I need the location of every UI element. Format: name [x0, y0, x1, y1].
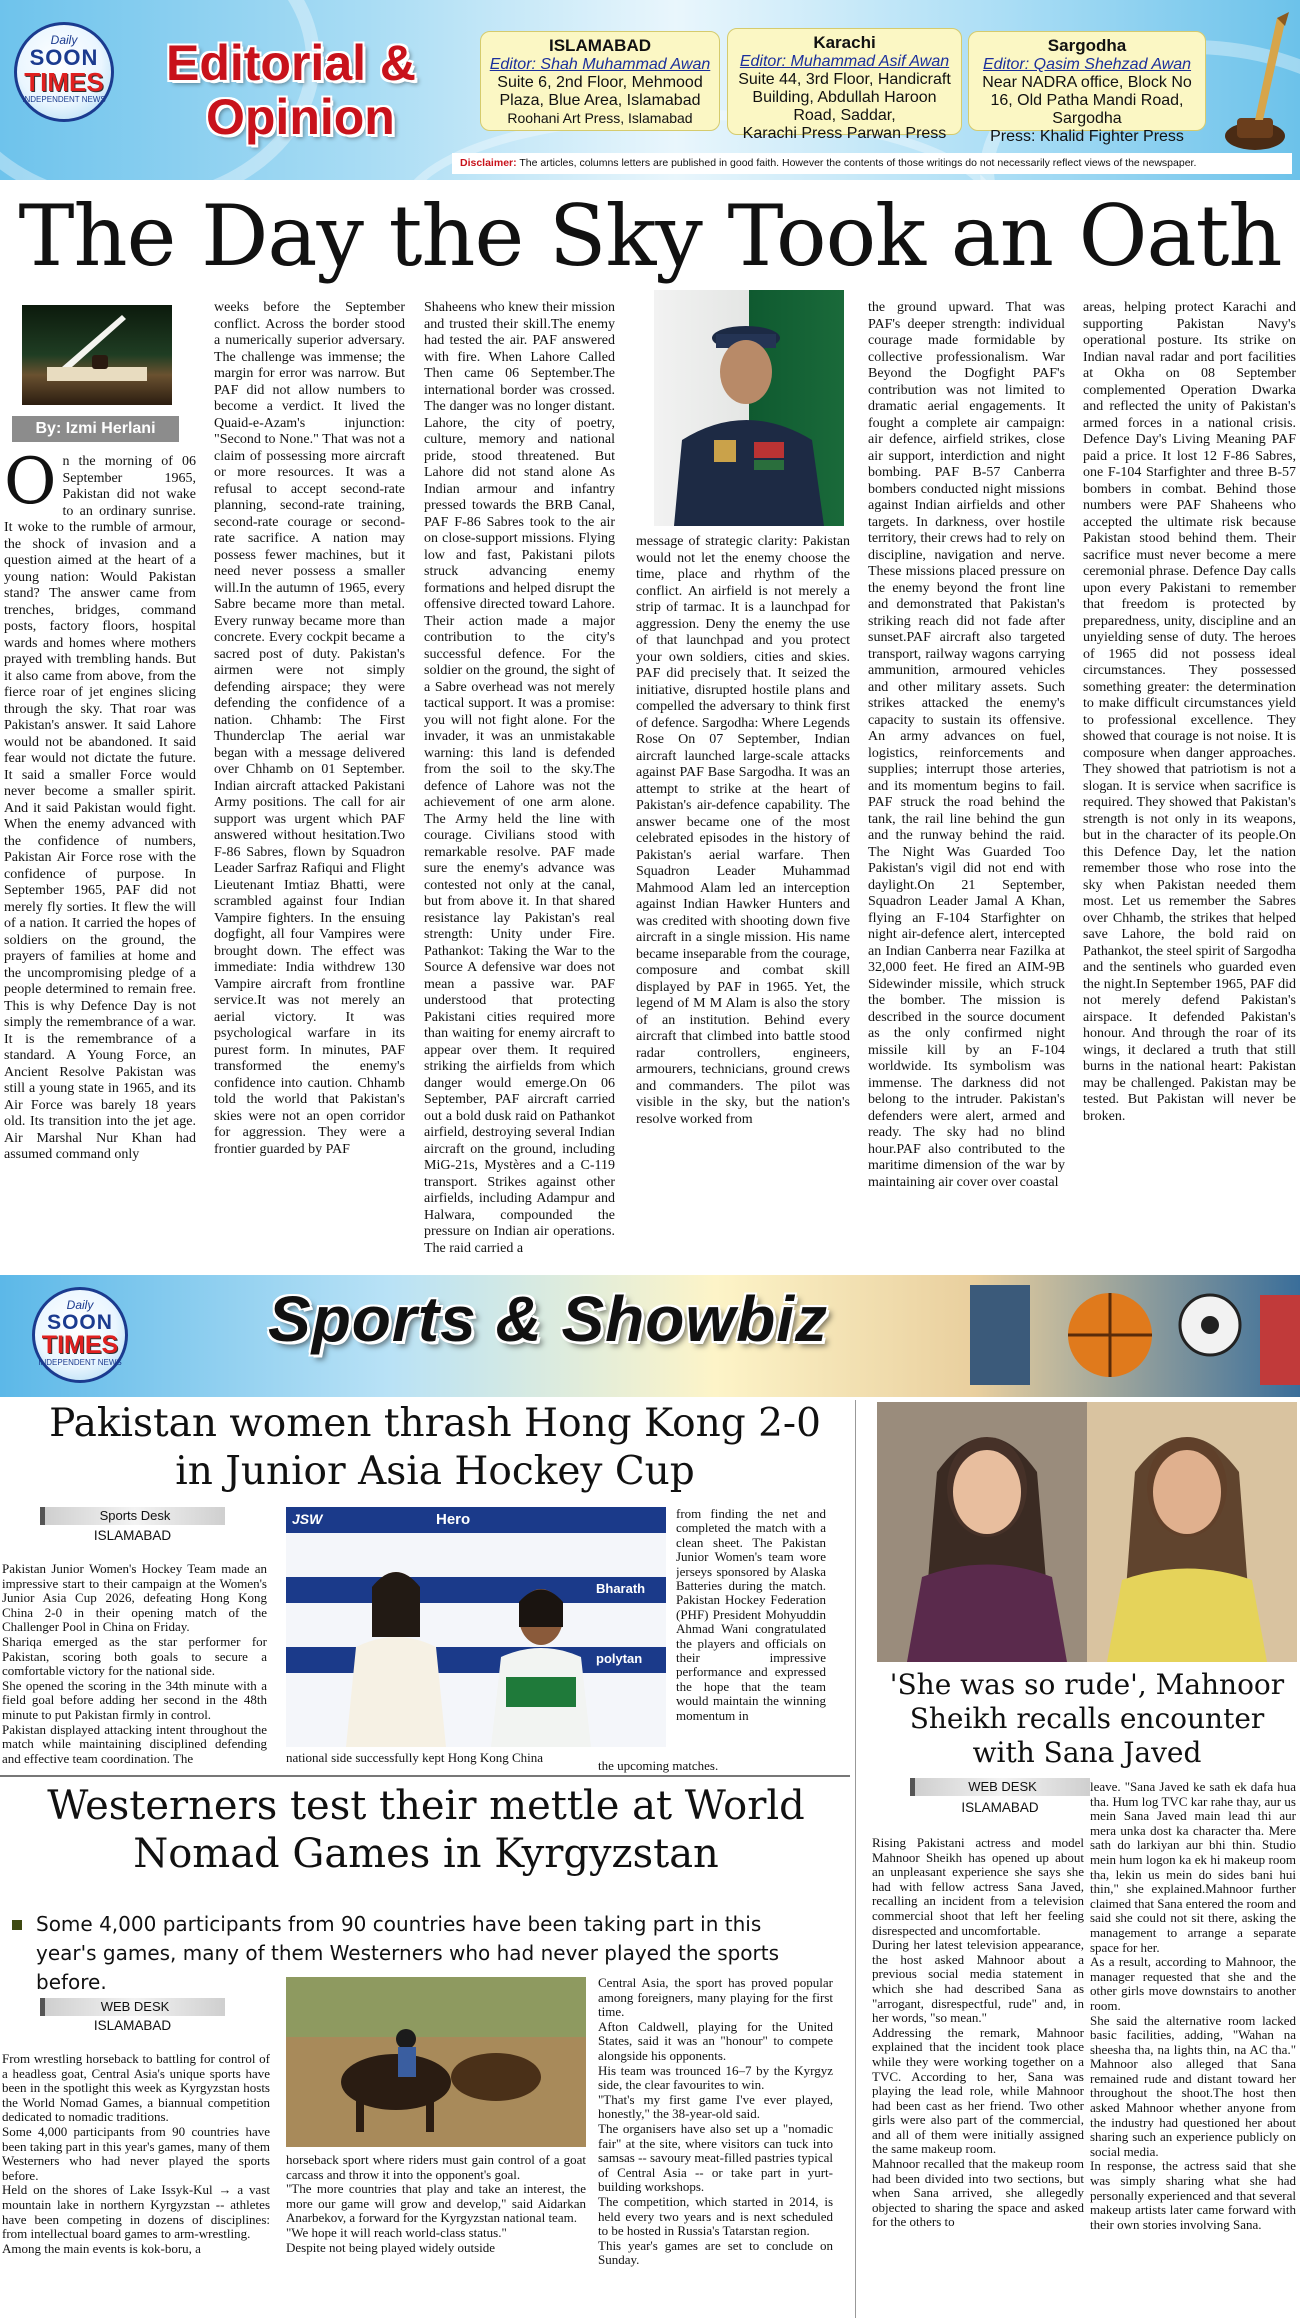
nomad-column-1 — [2, 2052, 270, 2318]
office-address: Near NADRA office, Block No 16, Old Patha Mandi Road, Sargodha — [982, 74, 1192, 127]
logo-tagline: INDEPENDENT NEWS — [22, 95, 106, 104]
office-editor[interactable]: Editor: Qasim Shehzad Awan — [982, 56, 1192, 73]
editorial-headline[interactable]: The Day the Sky Took an Oath — [18, 187, 1282, 285]
paragraph: His team was trounced 16–7 by the Kyrgyz side, the clear favourites to win. — [598, 2062, 833, 2093]
disclaimer-text: The articles, columns letters are published in good faith. However the contents of those writings do not necessarily reflect views of the newspaper. — [519, 157, 1197, 169]
paragraph: Among the main events is kok-boru, a — [2, 2240, 201, 2256]
actresses-photo — [877, 1402, 1297, 1662]
office-editor[interactable]: Editor: Shah Muhammad Awan — [489, 56, 711, 73]
desk-label: WEB DESK — [910, 1778, 1090, 1796]
office-press: Roohani Art Press, Islamabad — [507, 109, 693, 126]
sports-section-title: Sports & Showbiz — [268, 1283, 828, 1355]
section-title: Editorial & — [166, 35, 417, 91]
office-editor[interactable]: Editor: Muhammad Asif Awan — [739, 53, 950, 70]
paragraph: Despite not being played widely outside — [286, 2239, 496, 2255]
dateline: ISLAMABAD — [93, 2018, 172, 2033]
logo-tagline: INDEPENDENT NEWS — [38, 1358, 122, 1367]
nomad-standfirst: Some 4,000 participants from 90 countries have been taking part in this year's games, many of them Westerners who had never played the sports before. — [36, 1912, 780, 1994]
paragraph: In response, the actress said that she was simply sharing what she had personally experienced and that several makeup artists later came forward with their own stories involving Sana. — [1090, 2158, 1296, 2232]
mahnoor-column-1 — [872, 1836, 1084, 2318]
author-photo — [22, 305, 172, 405]
logo-soon: SOON — [47, 1311, 113, 1334]
office-press: Press: Khalid Fighter Press — [990, 127, 1184, 145]
air-chief-portrait — [654, 290, 844, 526]
paragraph: Central Asia, the sport has proved popular among foreigners, many playing for the first time. — [598, 1976, 833, 2020]
desk-label: Sports Desk — [40, 1507, 225, 1525]
paragraph: leave. "Sana Javed ke sath ek dafa hua tha. Hum log TVC kar rahe thay, aur us mein Sana Javed main lead thi aur mera unka dost ka character tha. Mere sath do larkiyan aur bhi thin. Studio mein hum logon ka ek hi makeup room tha, lekin us mein do sides bani hui thin," she explained.Mahnoor further claimed that Sana entered the room and said she could not sit there, asking the management to arrange a separate space for her. — [1090, 1780, 1296, 1955]
office-box-sargodha — [968, 31, 1206, 145]
office-box-islamabad — [480, 31, 720, 131]
hockey-caption-left: national side successfully kept Hong Kong China — [286, 1751, 544, 1765]
dateline: ISLAMABAD — [93, 1528, 172, 1543]
newspaper-logo-sports[interactable] — [32, 1287, 128, 1383]
paragraph: Shariqa emerged as the star performer for Pakistan, scoring both goals to secure a comfortable victory for the national side. — [2, 1633, 267, 1679]
hockey-headline[interactable]: Pakistan women thrash Hong Kong 2-0 in Junior Asia Hockey Cup — [49, 1401, 821, 1494]
office-city: ISLAMABAD — [549, 36, 651, 55]
kok-boru-photo — [286, 1977, 586, 2147]
masthead — [0, 0, 1300, 180]
paragraph: The competition, which started in 2014, is held every two years and is next scheduled to be hosted in Russia's Tatarstan region. — [598, 2193, 833, 2239]
logo-daily: Daily — [50, 33, 78, 47]
banner-text-jsw: JSW — [292, 1511, 323, 1527]
nomad-column-2 — [286, 2153, 586, 2318]
paragraph: Pakistan displayed attacking intent throughout the match while maintaining disciplined defending and effective team coordination. The — [2, 1721, 267, 1766]
office-address: Suite 6, 2nd Floor, Mehmood Plaza, Blue Area, Islamabad — [497, 74, 703, 109]
desk-label: WEB DESK — [40, 1998, 225, 2016]
newspaper-logo[interactable] — [14, 22, 114, 122]
logo-times: TIMES — [24, 67, 104, 97]
hockey-column-1 — [2, 1562, 267, 1784]
banner-text-hero: Hero — [436, 1511, 471, 1528]
mahnoor-column-2 — [1090, 1780, 1296, 2318]
editorial-column-6: areas, helping protect Karachi and supporting Pakistan Navy's operational posture. Its strike on Indian naval radar and port facilities at Okha on 08 September complemented Operation Dwarka and reflected the unity of Pakistan's armed forces in a national crisis. Defence Day's Living Meaning PAF paid a price. It lost 12 F-86 Sabres, one F-104 Starfighter and three B-57 bombers in combat. Behind those numbers were PAF Shaheens who accepted the ultimate risk because Pakistan stood behind them. Their sacrifice must never become a mere ceremonial phrase. Defence Day calls upon every Pakistani to remember that freedom is protected by preparedness, unity, discipline and an unyielding sense of duty. The heroes of 1965 did not possess ideal circumstances. They possessed something greater: the determination to make difficult circumstances yield to professional excellence. They showed that courage is not noise. It is composure when danger approaches. They showed that patriotism is not a slogan. It is service when sacrifice is required. They showed that Pakistan's strength is not only in its weapons, but in the character of its people.On this Defence Day, let the nation remember those who rose into the sky when Pakistan needed them most. Let us remember the Sabres over Chhamb, the strikes that helped save Lahore, the bold raid on Pathankot, the steel spirit of Sargodha and the sentinels who guarded even the night.In September 1965, PAF did not merely defend Pakistan's airspace. It defended Pakistan's honour. And through the roar of its wings, it declared a truth that still burns in the national heart: Pakistan may be challenged. Pakistan may be tested. But Pakistan will never be broken. — [1083, 300, 1296, 1124]
office-address: Suite 44, 3rd Floor, Handicraft Building, Abdullah Haroon Road, Saddar, — [738, 71, 951, 124]
logo-soon: SOON — [29, 45, 99, 70]
paragraph: Some 4,000 participants from 90 countries have been taking part in this year's games, many of them Westerners who had never played the sports before. — [2, 2123, 270, 2183]
drop-cap: O — [4, 454, 57, 519]
paragraph: "We hope it will reach world-class status." — [286, 2224, 507, 2240]
hockey-column-2: from finding the net and completed the match with a clean sheet. The Pakistan Junior Women's team wore jerseys sponsored by Alaska Batteries during the match. Pakistan Hockey Federation (PHF) President Mohyuddin Ahmad Wani congratulated the players and officials on their impressive performance and expressed the hope that the team would maintain the winning momentum in — [676, 1507, 826, 1723]
editorial-column-5: the ground upward. That was PAF's deeper strength: individual courage made formidable by collective professionalism. War Beyond the Dogfight PAF's contribution was not limited to dramatic aerial engagements. It fought a complete air campaign: air defence, airfield strikes, close air support, interdiction and night bombing. PAF B-57 Canberra bombers conducted night missions against Indian airfields and other targets. In darkness, over hostile territory, their crews had to rely on discipline, navigation and nerve. These missions placed pressure on the enemy beyond the front line and demonstrated that Pakistan's striking reach did not fade after sunset.PAF aircraft also targeted transport, railway wagons carrying ammunition, armoured vehicles and other military assets. Such strikes attacked the enemy's capacity to sustain its offensive. An army advances on fuel, logistics, reinforcements and supplies; interrupt those arteries, and its momentum begins to fail. PAF struck the road behind the tank, the rail line behind the gun and the runway behind the raid. The Night Was Guarded Too Pakistan's vigil did not end with daylight.On 21 September, Squadron Leader Jamal A Khan, flying an F-104 Starfighter on night air-defence alert, intercepted an Indian Canberra near Fazilka at 32,000 feet. He fired an AIM-9B Sidewinder missile, which struck the bomber. The mission is described in the source document as the only confirmed night missile kill by an F-104 worldwide. Its symbolism was immense. The darkness did not belong to the intruder. Pakistan's defenders were alert, armed and ready. The sky had no blind hour.PAF also contributed to the maritime dimension of the war by maintaining air cover over coastal — [868, 300, 1065, 1190]
paragraph: "The more countries that play and take an interest, the more our game will grow and develop," said Aidarkan Anarbekov, a forward for the Kyrgyzstan national team. — [286, 2181, 586, 2226]
paragraph: horseback sport where riders must gain control of a goat carcass and throw it into the opponent's goal. — [286, 2153, 586, 2182]
paragraph: She opened the scoring in the 34th minute with a field goal before adding her second in the 48th minute to put Pakistan firmly in control. — [2, 1677, 267, 1722]
paragraph: The organisers have also set up a "nomadic fair" at the site, where visitors can tuck into samsas -- savoury meat-filled pastries typical of Central Asia -- or take part in yurt-building workshops. — [598, 2120, 833, 2195]
sports-collage-icon — [960, 1275, 1300, 1397]
actresses-image — [877, 1402, 1297, 1662]
logo-times: TIMES — [41, 1331, 119, 1359]
office-press: Karachi Press Parwan Press — [742, 124, 947, 142]
paragraph: As a result, according to Mahnoor, the manager requested that she and the other girls move downstairs to another room. — [1090, 1954, 1296, 2013]
column-divider — [855, 1400, 856, 2318]
paragraph: Rising Pakistani actress and model Mahnoor Sheikh has opened up about an unpleasant experience she says she had with fellow actress Sana Javed, recalling an incident from a television commercial shoot that left her feeling disrespected and uncomfortable. — [872, 1836, 1084, 1938]
byline: By: Izmi Herlani — [12, 416, 179, 442]
section-title-line2: Opinion — [206, 89, 395, 145]
section-divider — [0, 1775, 850, 1777]
paragraph: During her latest television appearance, the host asked Mahnoor about a previous social media statement in which she had described Sana as "arrogant, disrespectful, rude" and, in her words, "so mean." — [872, 1937, 1084, 2026]
editorial-column-1 — [4, 454, 196, 1268]
disclaimer-label: Disclaimer: — [460, 157, 517, 169]
logo-daily: Daily — [66, 1298, 94, 1312]
editorial-column-2: weeks before the September conflict. Across the border stood a numerically superior adversary. The challenge was immense; the margin for error was narrow. But PAF did not allow numbers to become a verdict. It lived the Quaid-e-Azam's injunction: "Second to None." That was not a claim of possessing more aircraft or more resources. It was a refusal to accept second-rate planning, second-rate training, second-rate courage or second-rate sacrifice. A nation may possess fewer machines, but it need never possess a smaller will.In the autumn of 1965, every Sabre became more than metal. Every runway became more than concrete. Every cockpit became a sacred post of duty. Pakistan's airmen were not simply defending airspace; they were defending the confidence of a nation. Chhamb: The First Thunderclap The aerial war began with a message delivered over Chhamb on 01 September. Indian aircraft attacked Pakistani Army positions. The call for air support was urgent which PAF answered without hesitation.Two F-86 Sabres, flown by Squadron Leader Sarfraz Rafiqui and Flight Lieutenant Imtiaz Bhatti, were scrambled against four Indian Vampire fighters. In the ensuing dogfight, all four Vampires were brought down. The effect was immediate: India withdrew 130 Vampire aircraft from frontline service.It was not merely an aerial victory. It was psychological warfare in its purest form. In minutes, PAF transformed the enemy's confidence into caution. Chhamb told the world that Pakistan's skies were not an open corridor for aggression. They were a frontier guarded by PAF — [214, 300, 405, 1157]
paragraph: Held on the shores of Lake Issyk-Kul → a vast mountain lake in northern Kyrgyzstan -- athletes have been competing in dozens of disciplines: from intellectual board games to arm-wrestling. — [2, 2182, 270, 2242]
bullet-icon — [12, 1920, 22, 1930]
paragraph: Mahnoor recalled that the makeup room had been divided into two sections, but when Sana arrived, she allegedly objected to sharing the space and asked for the others to — [872, 2156, 1084, 2230]
dateline: ISLAMABAD — [961, 1800, 1039, 1815]
banner-text-bharath: Bharath — [596, 1581, 646, 1596]
quill-pen-icon — [1215, 8, 1295, 158]
paragraph: Addressing the remark, Mahnoor explained that the incident took place while they were working together on a TVC. According to her, Sana was playing the lead role, while Mahnoor had been cast as her friend. Two other girls were also part of the commercial, and all of them were initially assigned the same makeup room. — [872, 2024, 1084, 2157]
officer-portrait-image — [654, 290, 844, 526]
hockey-caption-right: the upcoming matches. — [598, 1759, 719, 1773]
paragraph: Pakistan Junior Women's Hockey Team made an impressive start to their campaign at the Women's Junior Asia Cup 2026, defeating Hong Kong China 2-0 in their opening match of the Challenger Pool in China on Friday. — [2, 1562, 267, 1635]
editorial-column-3: Shaheens who knew their mission and trusted their skill.The enemy had tested the air. PAF answered with fire. When Lahore Called Then came 06 September.The international border was crossed. The danger was no longer distant. Lahore, the city of poetry, culture, memory and national pride, stood threatened. But Lahore did not stand alone As Indian armour and infantry pressed towards the BRB Canal, PAF F-86 Sabres took to the air on close-support missions. Flying low and fast, Pakistani pilots struck advancing enemy formations and helped disrupt the offensive directed toward Lahore. Their action made a major contribution to the city's successful defence. For the soldier on the ground, the sight of a Sabre overhead was not merely tactical support. It was a promise: you will not fight alone. For the invader, it was an unmistakable warning: this land is defended from the soil to the sky.The defence of Lahore was not the achievement of one arm alone. The Army held the line with courage. Civilians stood with remarkable resolve. PAF made sure the enemy's advance was contested not only at the canal, but from above it. In that shared resistance lay Pakistan's real strength: Unity under Fire. Pathankot: Taking the War to the Source A defensive war does not mean a passive war. PAF understood that protecting Pakistani cities required more than waiting for enemy aircraft to appear over them. It required striking the airfields from which danger would emerge.On 06 September, PAF aircraft carried out a bold dusk raid on Pathankot airfield, destroying several Indian aircraft on the ground, including MiG-21s, Mystères and a C-119 transport. Strikes against other airfields, including Adampur and Halwara, compounded the pressure on Indian air operations. The raid carried a — [424, 300, 615, 1256]
nomad-column-3 — [598, 1976, 833, 2318]
office-city: Karachi — [813, 33, 876, 52]
banner-text-polytan: polytan — [596, 1651, 643, 1666]
column-text: n the morning of 06 September 1965, Pakistan did not wake to an ordinary sunrise. It woke to the rumble of armour, the shock of invasion and a question aimed at the heart of a young nation: Would Pakistan stand? The answer came from trenches, bridges, command posts, factory floors, hospital wards and homes where mothers prayed with trembling hands. But it also came from above, from the fierce roar of jet engines slicing through the sky. That roar was Pakistan's answer. It said Lahore would not be abandoned. It said fear would not dictate the future. It said a smaller Force would never become a smaller spirit. And it said Pakistan would fight. When the enemy advanced with the confidence of numbers, Pakistan Air Force rose with the confidence of purpose. In September 1965, PAF did not merely fly sorties. It flew the will of a nation. It carried the hopes of soldiers on the ground, the prayers of families at home and the uncompromising pledge of a people determined to remain free. This is why Defence Day is not simply the remembrance of a war. It is the remembrance of a standard. A Young Force, an Ancient Resolve Pakistan was still a young state in 1965, and its Air Force was barely 18 years old. Its transition into the jet age. Air Marshal Nur Khan had assumed command only — [4, 454, 196, 1162]
paragraph: Afton Caldwell, playing for the United States, said it was an "honour" to compete alongside his opponents. — [598, 2018, 833, 2063]
nomad-headline[interactable]: Westerners test their mettle at World Nomad Games in Kyrgyzstan — [47, 1783, 805, 1877]
horseback-game-image — [286, 1977, 586, 2147]
paragraph: She said the alternative room lacked basic facilities, adding, "Wahan na sheesha tha, na lights thin, na AC tha." Mahnoor also alleged that Sana remained rude and distant toward her throughout the shoot.The host then asked Mahnoor whether anyone from the industry had questioned her about sharing such an experience publicly on social media. — [1090, 2012, 1296, 2159]
office-city: Sargodha — [1047, 36, 1127, 55]
editorial-column-4: message of strategic clarity: Pakistan would not let the enemy choose the time, place and rhythm of the conflict. An airfield is not merely a strip of tarmac. It is a launchpad for aggression. Deny the enemy the use of that launchpad and you protect your own soldiers, cities and skies. PAF did precisely that. It seized the initiative, disrupted hostile plans and compelled the adversary to think first of defence. Sargodha: Where Legends Rose On 07 September, Indian aircraft launched large-scale attacks against PAF Base Sargodha. It was an attempt to strike at the heart of Pakistan's air-defence capability. The answer became one of the most celebrated episodes in the history of Pakistan's aerial warfare. Then Squadron Leader Muhammad Mahmood Alam led an interception against Indian Hawker Hunters and was credited with shooting down five aircraft in a single mission. His name became inseparable from the courage, composure and combat skill displayed by PAF in 1965. Yet, the legend of M M Alam is also the story of an institution. Behind every aircraft that climbed into battle stood radar controllers, engineers, armourers, technicians, ground crews and commanders. The pilot was visible in the sky, but the nation's resolve worked from — [636, 534, 850, 1127]
hockey-photo-image — [286, 1507, 666, 1747]
disclaimer-bar — [452, 153, 1292, 174]
paragraph: "That's my first game I've ever played, honestly," the 38-year-old said. — [598, 2091, 833, 2122]
paragraph: From wrestling horseback to battling for control of a headless goat, Central Asia's unique sports have been in the spotlight this week as Kyrgyzstan hosts the World Nomad Games, a biannual competition dedicated to nomadic traditions. — [2, 2052, 270, 2125]
office-box-karachi — [727, 28, 962, 142]
hockey-players-photo — [286, 1507, 666, 1747]
paragraph: This year's games are set to conclude on Sunday. — [598, 2237, 833, 2268]
mahnoor-headline[interactable]: 'She was so rude', Mahnoor Sheikh recalls encounter with Sana Javed — [889, 1668, 1285, 1769]
quill-book-icon — [22, 305, 172, 405]
